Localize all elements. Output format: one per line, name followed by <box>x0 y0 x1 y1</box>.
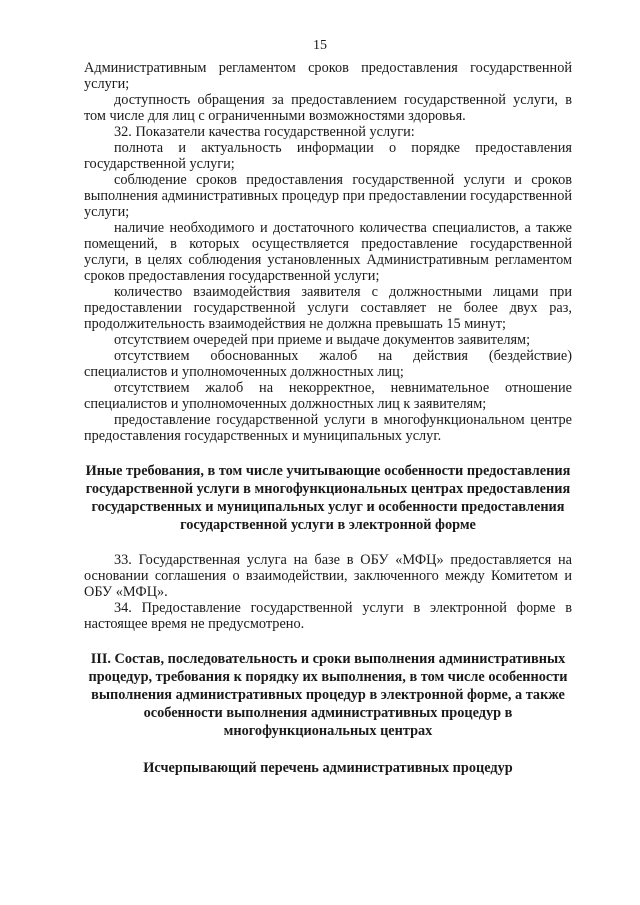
document-body <box>84 60 572 776</box>
paragraph: 32. Показатели качества государственной услуги: <box>114 124 415 140</box>
paragraph: соблюдение сроков предоставления государственной услуги и сроков выполнения административных процедур при предоставлении государственной услуги; <box>84 172 572 220</box>
paragraph: отсутствием очередей при приеме и выдаче документов заявителям; <box>114 332 531 348</box>
paragraph: количество взаимодействия заявителя с должностными лицами при предоставлении государственной услуги составляет не более двух раз, продолжительность взаимодействия не должна превышать 15 минут; <box>84 284 572 332</box>
paragraph: 34. Предоставление государственной услуги в электронной форме в настоящее время не предусмотрено. <box>84 600 572 632</box>
page-number: 15 <box>313 38 327 53</box>
paragraph: отсутствием обоснованных жалоб на действия (бездействие) специалистов и уполномоченных должностных лиц; <box>84 348 572 380</box>
section-heading-part-3: III. Состав, последовательность и сроки выполнения административных процедур, требования к порядку их выполнения, в том числе особенности выполнения административных процедур в электронной форме, а также особенности выполнения административных процедур в многофункциональных центрах <box>88 651 568 739</box>
paragraph: полнота и актуальность информации о порядке предоставления государственной услуги; <box>84 140 572 172</box>
paragraph: доступность обращения за предоставлением государственной услуги, в том числе для лиц с ограниченными возможностями здоровья. <box>84 92 572 124</box>
paragraph: отсутствием жалоб на некорректное, невнимательное отношение специалистов и уполномоченных должностных лиц к заявителям; <box>84 380 572 412</box>
subheading-procedures-list: Исчерпывающий перечень административных процедур <box>143 760 513 776</box>
paragraph: 33. Государственная услуга на базе в ОБУ «МФЦ» предоставляется на основании соглашения о взаимодействии, заключенного между Комитетом и ОБУ «МФЦ». <box>84 552 572 600</box>
paragraph: Административным регламентом сроков предоставления государственной услуги; <box>84 60 572 92</box>
section-heading-other-requirements: Иные требования, в том числе учитывающие особенности предоставления государственной услуги в многофункциональных центрах предоставления государственных и муниципальных услуг и особенности предоставления государственной услуги в электронной форме <box>85 463 571 533</box>
paragraph: наличие необходимого и достаточного количества специалистов, а также помещений, в которых осуществляется предоставление государственной услуги, в целях соблюдения установленных Административным регламентом сроков предоставления государственной услуги; <box>84 220 572 284</box>
paragraph: предоставление государственной услуги в многофункциональном центре предоставления государственных и муниципальных услуг. <box>84 412 572 444</box>
